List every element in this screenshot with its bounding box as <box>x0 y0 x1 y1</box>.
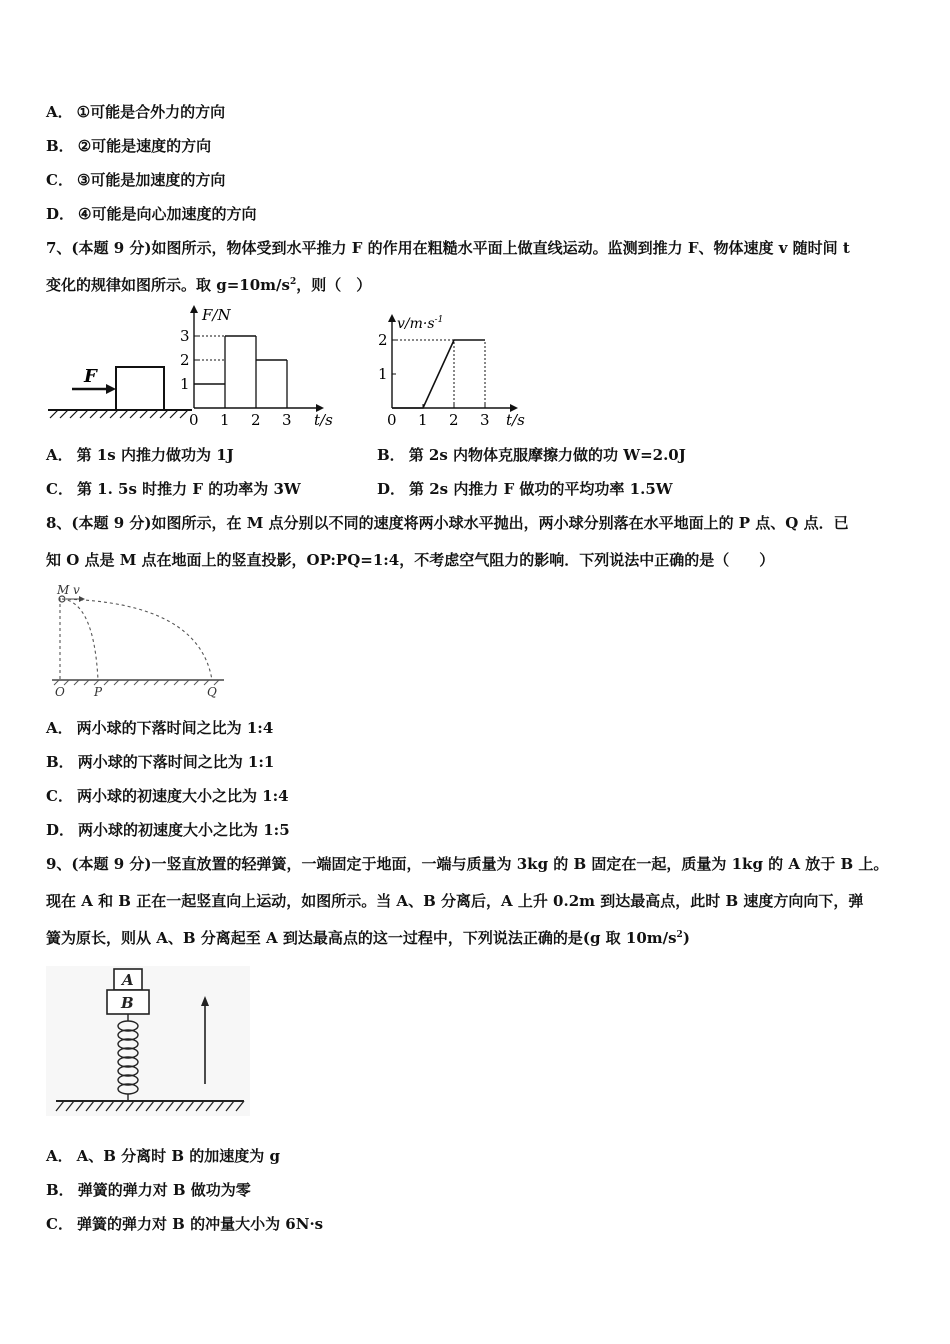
q8-option-d: D． 两小球的初速度大小之比为 1:5 <box>46 821 290 839</box>
q8-figure <box>44 584 230 700</box>
q8-option-a: A． 两小球的下落时间之比为 1:4 <box>46 719 274 737</box>
x-tick-label-3: 3 <box>282 411 292 429</box>
x-tick-label-2: 2 <box>251 411 261 429</box>
q6-option-d: D． ④可能是向心加速度的方向 <box>46 205 257 223</box>
q6-option-c: C． ③可能是加速度的方向 <box>46 171 226 189</box>
label-q: Q <box>207 685 217 699</box>
q7-stem-line1: 7、(本题 9 分)如图所示，物体受到水平推力 F 的作用在粗糙水平面上做直线运动。监测到推力 F、物体速度 v 随时间 t <box>46 239 850 257</box>
q8-stem-line2: 知 O 点是 M 点在地面上的竖直投影，OP:PQ=1:4，不考虑空气阻力的影响．下列说法中正确的是（ ） <box>46 551 775 569</box>
x-tick-label-0: 0 <box>189 411 199 429</box>
q7-option-c: C． 第 1. 5s 时推力 F 的功率为 3W <box>46 480 301 498</box>
y-tick-label-1: 1 <box>378 365 388 383</box>
q9-option-c: C． 弹簧的弹力对 B 的冲量大小为 6N·s <box>46 1215 324 1233</box>
q7-figure <box>40 305 540 430</box>
q8-option-c: C． 两小球的初速度大小之比为 1:4 <box>46 787 289 805</box>
label-m: M <box>57 584 70 597</box>
q9-figure <box>44 964 254 1118</box>
x-tick-label-0: 0 <box>387 411 397 429</box>
q8-stem-line1: 8、(本题 9 分)如图所示，在 M 点分别以不同的速度将两小球水平抛出，两小球分别落在水平地面上的 P 点、Q 点．已 <box>46 514 849 532</box>
label-o: O <box>55 685 65 699</box>
q9-stem-line1: 9、(本题 9 分)一竖直放置的轻弹簧，一端固定于地面，一端与质量为 3kg 的 B 固定在一起，质量为 1kg 的 A 放于 B 上。 <box>46 855 889 873</box>
label-b: B <box>121 994 134 1012</box>
y-tick-label-2: 2 <box>180 351 190 369</box>
f-t-axis-label: t/s <box>314 411 333 429</box>
q9-option-b: B． 弹簧的弹力对 B 做功为零 <box>46 1181 251 1199</box>
trajectory-p <box>62 599 98 680</box>
y-tick-label-1: 1 <box>180 375 190 393</box>
x-tick-label-3: 3 <box>480 411 490 429</box>
label-v: v <box>73 584 80 597</box>
q9-option-a: A． A、B 分离时 B 的加速度为 g <box>46 1147 281 1165</box>
v-t-axis-label: t/s <box>506 411 525 429</box>
label-a: A <box>122 971 134 989</box>
block <box>116 367 164 410</box>
trajectory-q <box>62 599 212 680</box>
q9-stem-line2: 现在 A 和 B 正在一起竖直向上运动，如图所示。当 A、B 分离后，A 上升 0.2m 到达最高点，此时 B 速度方向向下，弹 <box>46 892 864 910</box>
label-p: P <box>94 685 103 699</box>
x-tick-label-1: 1 <box>220 411 230 429</box>
q7-stem-line2: 变化的规律如图所示。取 $g=10m/s^2$，则（ ） <box>46 276 372 294</box>
v-axis-label: $v/m\cdot s^{-1}$ <box>397 315 444 332</box>
q6-option-b: B． ②可能是速度的方向 <box>46 137 212 155</box>
f-t-chart <box>180 305 333 429</box>
q9-stem-line3: 簧为原长，则从 A、B 分离起至 A 到达最高点的这一过程中，下列说法正确的是(g 取 $10m/s^2$) <box>46 929 690 947</box>
y-tick-label-2: 2 <box>378 331 388 349</box>
q7-option-a: A． 第 1s 内推力做功为 1J <box>46 446 234 464</box>
y-tick-label-3: 3 <box>180 327 190 345</box>
q6-option-a: A． ①可能是合外力的方向 <box>46 103 226 121</box>
q7-option-b: B． 第 2s 内物体克服摩擦力做的功 W=2.0J <box>377 446 686 464</box>
ground-hatching <box>48 410 192 418</box>
force-label: F <box>84 366 97 387</box>
f-axis-label: F/N <box>202 306 231 324</box>
x-tick-label-1: 1 <box>418 411 428 429</box>
v-t-chart <box>378 314 525 429</box>
x-tick-label-2: 2 <box>449 411 459 429</box>
q7-option-d: D． 第 2s 内推力 F 做功的平均功率 1.5W <box>377 480 673 498</box>
q8-option-b: B． 两小球的下落时间之比为 1:1 <box>46 753 275 771</box>
v-series-line <box>392 340 485 408</box>
